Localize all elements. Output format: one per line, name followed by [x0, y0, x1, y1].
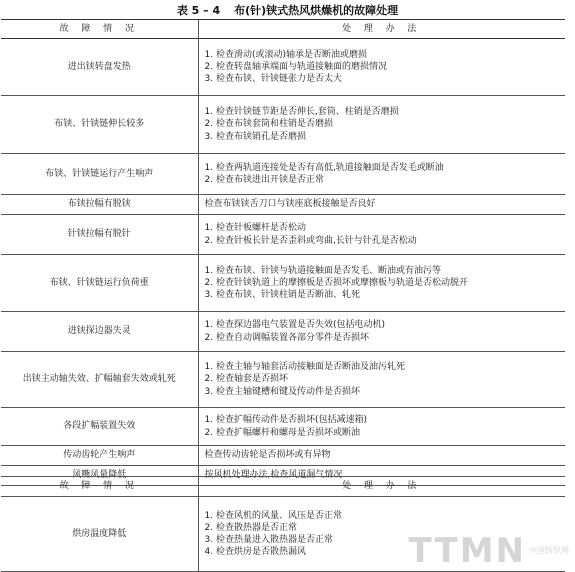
fault-cell: 布铗拉幅有脱铗	[1, 195, 198, 215]
table-row	[1, 39, 565, 96]
action-line: 2. 检查轴套是否损坏	[204, 374, 288, 385]
fault-cell: 布铗、针铗链运行负荷重	[1, 255, 198, 312]
fault-cell: 烘房温度降低	[1, 497, 198, 572]
action-line: 4. 检查烘房是否散热漏风	[204, 547, 306, 558]
fault-table	[1, 19, 565, 486]
action-line: 3. 检查热量进入散热器是否正常	[204, 535, 333, 545]
table-row	[1, 154, 565, 195]
action-cell	[198, 215, 565, 255]
action-line: 2. 检查扩幅螺杆和螺母是否损坏或断油	[204, 427, 360, 438]
action-cell	[198, 195, 565, 215]
action-line: 2. 检查布铗进出开铗是否正常	[204, 175, 324, 185]
action-cell	[198, 408, 565, 446]
watermark-logo: TTMN	[408, 531, 526, 571]
watermark	[408, 531, 569, 571]
action-cell	[198, 154, 565, 195]
action-line: 2. 检查针板长针是否歪斜或弯曲,长针与针孔是否松动	[204, 235, 417, 246]
action-line: 1. 检查风机的风量、风压是否正常	[204, 510, 342, 521]
watermark-site: 中国纺织网	[529, 546, 569, 555]
action-line: 1. 检查两轨道连接处是否有高低,轨道接触面是否发毛或断油	[204, 162, 444, 173]
action-cell	[198, 39, 565, 96]
table-row	[1, 255, 565, 312]
action-line: 检查布铗铗舌刀口与铗座底板接触是否良好	[204, 199, 376, 210]
fault-cell: 布铗、针铗链运行产生响声	[1, 154, 198, 195]
action-line: 2. 检查转盘轴承端面与轨道接触面的磨损情况	[204, 61, 387, 72]
action-line: 1. 检查滑动(或滚动)轴承是否断油或磨损	[204, 49, 367, 60]
fault-cell: 传动齿轮产生响声	[1, 446, 198, 466]
action-line: 3. 检查主轴键槽和键及传动件是否损坏	[204, 386, 360, 397]
action-line: 1. 检查布铗、针铗与轨道接触面是否发毛、断油或有油污等	[204, 265, 441, 276]
table-row	[1, 195, 565, 215]
table-row	[1, 352, 565, 408]
fault-cell: 布铗、针铗链伸长较多	[1, 96, 198, 154]
action-line: 1. 检查扩幅传动件是否损坏(包括减速箱)	[204, 415, 367, 426]
action-line: 1. 检查探边器电气装置是否失效(包括电动机)	[204, 320, 385, 331]
table-title: 布(针)铗式热风烘燥机的故障处理	[234, 4, 399, 17]
table-row	[1, 446, 565, 466]
table-row	[1, 408, 565, 446]
table-number: 表 5 – 4	[176, 4, 221, 17]
action-line: 按风机处理办法,检查风道漏气情况	[204, 470, 343, 481]
action-cell	[198, 352, 565, 408]
fault-cell: 进铗探边器失灵	[1, 312, 198, 352]
header-row	[1, 20, 565, 39]
action-line: 1. 检查针铗链节距是否伸长,套筒、柱销是否磨损	[204, 107, 399, 118]
action-line: 检查传动齿轮是否损坏或有异物	[204, 450, 331, 461]
action-cell	[198, 312, 565, 352]
fault-cell: 出铗主动轴失效、扩幅轴套失效或轧死	[1, 352, 198, 408]
action-line: 3. 检查布铗、针铗链张力是否太大	[204, 74, 342, 85]
action-line: 2. 检查针铗轨道上的摩擦板是否损坏或摩擦板与轨道是否松动脱开	[204, 277, 468, 288]
fault-cell: 各段扩幅装置失效	[1, 408, 198, 446]
table-row	[1, 96, 565, 154]
action-cell	[198, 255, 565, 312]
action-line: 2. 检查自动调幅装置各部分零件是否损坏	[204, 332, 369, 343]
table-row	[1, 215, 565, 255]
table-row	[1, 312, 565, 352]
action-line: 3. 检查布铗销孔是否磨损	[204, 131, 306, 142]
header-fault: 故 障 情 况	[1, 20, 198, 39]
fault-cell: 针铗拉幅有脱针	[1, 215, 198, 255]
header-action: 处 理 办 法	[198, 477, 565, 497]
action-line: 3. 检查布铗、针铗柱销是否断油、轧死	[204, 290, 360, 301]
action-line: 1. 检查主轴与轴套活动接触面是否断油及油污轧死	[204, 362, 405, 373]
fault-cell: 风嘴风量降低	[1, 466, 198, 486]
action-line: 2. 检查布铗套筒和柱销是否磨损	[204, 119, 333, 130]
action-line: 1. 检查针板螺杆是否松动	[204, 223, 306, 234]
action-cell	[198, 96, 565, 154]
header-row	[1, 477, 565, 497]
table-caption	[0, 2, 575, 18]
action-cell	[198, 446, 565, 466]
header-fault: 故 障 情 况	[1, 477, 198, 497]
action-line: 2. 检查散热器是否正常	[204, 522, 297, 533]
fault-cell: 进出铗转盘发热	[1, 39, 198, 96]
header-action: 处 理 办 法	[198, 20, 565, 39]
